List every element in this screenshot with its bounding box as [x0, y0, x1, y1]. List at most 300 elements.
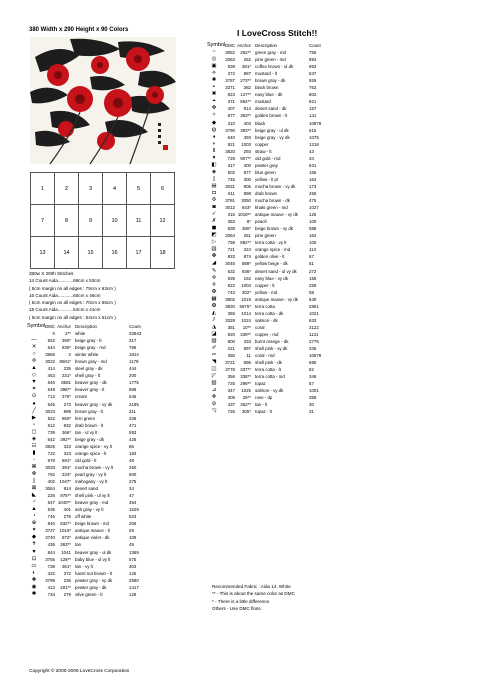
legend-count: 802 — [309, 92, 317, 98]
legend-row — [207, 380, 331, 387]
legend-dmc: 739 — [47, 429, 55, 435]
legend-anchor: 380* — [241, 226, 251, 232]
legend-anchor: 832 — [63, 422, 71, 428]
legend-dmc: 3052 — [225, 50, 235, 56]
legend-count: 100 — [309, 240, 317, 246]
legend-count: 43 — [309, 148, 314, 154]
legend-anchor: 1047* — [59, 479, 71, 485]
legend-anchor: 338** — [240, 374, 251, 380]
legend-count: 336 — [129, 415, 137, 421]
legend-count: 1075 — [309, 134, 319, 140]
legend-dmc: 522 — [47, 415, 55, 421]
legend-dmc: 3740 — [45, 535, 55, 541]
legend-anchor: 874 — [243, 254, 251, 260]
legend-row — [207, 141, 331, 148]
legend-symbol: ◹ — [211, 408, 217, 415]
grid-cell: 12 — [151, 205, 175, 237]
legend-description: beige gray - vy dk — [255, 134, 290, 140]
legend-dmc: 3033 — [45, 464, 55, 470]
legend-symbol: ♂ — [31, 499, 37, 506]
legend-count: 2590 — [129, 577, 139, 583]
legend-count: 345 — [309, 346, 317, 352]
legend-dmc: 729 — [227, 155, 235, 161]
grid-cell: 11 — [127, 205, 151, 237]
legend-count: 600 — [129, 471, 137, 477]
legend-anchor: 8581* — [59, 359, 71, 365]
legend-symbol: ✖ — [211, 91, 217, 98]
legend-symbol: ☷ — [31, 442, 37, 449]
legend-row — [27, 436, 151, 443]
legend-anchor: 897 — [243, 346, 251, 352]
legend-description: mustard — [255, 99, 271, 105]
legend-count: 82 — [309, 367, 314, 373]
legend-row — [207, 197, 331, 204]
legend-symbol: ✙ — [211, 394, 217, 401]
legend-dmc: 372 — [227, 71, 235, 77]
legend-symbol: ⟡ — [212, 70, 216, 77]
grid-cell: 3 — [79, 173, 103, 205]
legend-description: peach — [255, 219, 267, 225]
legend-anchor: 1024 — [241, 317, 251, 323]
grid-cell: 16 — [103, 237, 127, 269]
legend-row — [207, 84, 331, 91]
legend-count: 3122 — [309, 324, 319, 330]
legend-anchor: 273** — [240, 78, 251, 84]
legend-anchor: 398** — [60, 387, 71, 393]
legend-dmc: 3781 — [225, 198, 235, 204]
legend-row — [27, 457, 151, 464]
legend-count: 588 — [309, 226, 317, 232]
legend-anchor: 888* — [241, 261, 251, 267]
legend-description: beige brown - md — [75, 521, 109, 527]
legend-row — [27, 401, 151, 408]
size-line: 380w X 290h Stitches — [29, 271, 74, 276]
legend-count: 47 — [129, 493, 134, 499]
legend-description: mustard - lt — [255, 71, 277, 77]
legend-dmc: 712 — [47, 394, 55, 400]
legend-dmc: 3045 — [225, 261, 235, 267]
legend-dmc: 3721 — [225, 360, 235, 366]
legend-dmc: 822 — [47, 338, 55, 344]
legend-description: pine green - md — [255, 57, 286, 63]
pattern-dimensions: 380 Width x 290 Height x 90 Colors — [29, 27, 129, 33]
legend-symbol: ⫽ — [212, 316, 216, 323]
legend-description: beige gray - lt — [75, 338, 102, 344]
legend-description: mahogany - vy lt — [75, 479, 108, 485]
grid-cell: 15 — [79, 237, 103, 269]
legend-anchor: 275 — [63, 514, 71, 520]
legend-description: desert sand - ul vy dk — [255, 268, 297, 274]
legend-anchor: 298** — [240, 381, 251, 387]
legend-dmc: 3802 — [225, 296, 235, 302]
legend-row — [207, 310, 331, 317]
legend-symbol: ⊘ — [211, 401, 217, 408]
legend-count: 48 — [129, 457, 134, 463]
legend-anchor: 1014 — [241, 310, 251, 316]
grid-cell: 4 — [103, 173, 127, 205]
legend-description: terra cotta — [255, 303, 275, 309]
legend-row — [207, 162, 331, 169]
legend-count: 58 — [309, 289, 314, 295]
legend-description: beaver gray - lt — [75, 387, 105, 393]
note-line: Recommended Fabric : Aida 14, White — [212, 584, 291, 589]
legend-anchor: 403 — [243, 120, 251, 126]
legend-symbol: ◉ — [31, 583, 37, 590]
legend-count: 821 — [309, 99, 317, 105]
legend-count: 10878 — [309, 120, 322, 126]
legend-row — [207, 120, 331, 127]
legend-dmc: 645 — [47, 401, 55, 407]
legend-description: mocha brown - vy dk — [255, 183, 296, 189]
legend-anchor: 261 — [243, 233, 251, 239]
legend-symbol: ⍟ — [212, 281, 216, 288]
legend-symbol: ◍ — [211, 126, 217, 133]
legend-dmc: 347 — [227, 388, 235, 394]
legend-description: antique violet - dk — [75, 535, 110, 541]
legend-symbol: ◆ — [211, 119, 217, 126]
legend-anchor: 1019** — [237, 212, 251, 218]
legend-description: beige brown - vy dk — [255, 226, 294, 232]
legend-count: 31 — [309, 409, 314, 415]
legend-symbol: ╱ — [32, 407, 36, 414]
legend-symbol: Ⅱ — [212, 147, 216, 154]
legend-count: 10579 — [309, 353, 322, 359]
legend-count: 953 — [309, 64, 317, 70]
legend-dmc: 647 — [47, 500, 55, 506]
legend-symbol: ◙ — [212, 204, 216, 211]
legend-count: 1369 — [129, 549, 139, 555]
legend-symbol: ◸ — [211, 373, 217, 380]
legend-anchor: 899 — [63, 408, 71, 414]
legend-row — [207, 63, 331, 70]
legend-dmc: 725 — [227, 381, 235, 387]
legend-count: 1179 — [129, 359, 139, 365]
legend-symbol: ▪ — [213, 84, 215, 91]
legend-count: 346 — [309, 374, 317, 380]
legend-description: tan - lt — [255, 402, 268, 408]
legend-row — [207, 387, 331, 394]
legend-row — [207, 366, 331, 373]
legend-count: 260 — [129, 464, 137, 470]
legend-dmc: 3364 — [225, 233, 235, 239]
grid-row — [31, 237, 175, 269]
legend-description: mocha brown - vy lt — [75, 464, 114, 470]
legend-count: 523 — [129, 514, 137, 520]
legend-anchor: 337** — [240, 367, 251, 373]
legend-count: 2891 — [309, 303, 319, 309]
legend-count: 454 — [129, 500, 137, 506]
legend-anchor: 235 — [63, 366, 71, 372]
legend-count: 1021 — [309, 310, 319, 316]
legend-row — [27, 337, 151, 344]
legend-count: 2775 — [309, 338, 319, 344]
legend-count: 126 — [129, 570, 137, 576]
legend-row — [27, 591, 151, 598]
legend-row — [207, 134, 331, 141]
legend-dmc: 722 — [47, 450, 55, 456]
legend-row — [207, 49, 331, 56]
legend-count: 1417 — [129, 584, 139, 590]
legend-count: 1131 — [309, 331, 319, 337]
legend-dmc: 502 — [227, 169, 235, 175]
note-line: Others - Use DMC floss. — [212, 605, 262, 611]
legend-dmc: 535 — [47, 507, 55, 513]
legend-symbol: ▦ — [211, 295, 217, 302]
legend-anchor: 3050 — [241, 198, 251, 204]
legend-description: brown gray - lt — [75, 408, 103, 414]
legend-symbol: ◔ — [32, 513, 36, 520]
legend-anchor: 231* — [61, 373, 71, 379]
legend-row — [207, 98, 331, 105]
legend-symbol: ▥ — [211, 246, 217, 253]
legend-symbol: ✧ — [211, 112, 217, 119]
grid-cell: 17 — [127, 237, 151, 269]
legend-anchor: 382 — [243, 85, 251, 91]
legend-symbol: ◪ — [211, 330, 217, 337]
legend-description: mocha brown - dk — [255, 198, 290, 204]
legend-symbol: ▯ — [212, 175, 216, 182]
legend-anchor: 372 — [63, 570, 71, 576]
legend-dmc: 640 — [227, 134, 235, 140]
legend-count: 786 — [129, 345, 137, 351]
legend-dmc: 3865 — [45, 352, 55, 358]
legend-dmc: 350 — [227, 353, 235, 359]
legend-anchor: 305* — [241, 409, 251, 415]
legend-symbol: ✐ — [211, 345, 217, 352]
legend-symbol: ▾ — [212, 154, 216, 161]
legend-description: coral - md — [255, 353, 275, 359]
legend-symbol: ▭ — [31, 562, 37, 569]
legend-anchor: 882** — [240, 240, 251, 246]
legend-row — [207, 352, 331, 359]
legend-row — [27, 358, 151, 365]
legend-anchor: 302* — [241, 289, 251, 295]
legend-row — [207, 91, 331, 98]
legend-description: yellow - lt pl — [255, 176, 278, 182]
legend-dmc: 225 — [47, 493, 55, 499]
legend-dmc: 437 — [227, 402, 235, 408]
grid-cell: 1 — [31, 173, 55, 205]
legend-description: terra cotta - dk — [255, 310, 284, 316]
legend-dmc: 315 — [227, 212, 235, 218]
legend-row — [27, 415, 151, 422]
legend-anchor: 898 — [243, 190, 251, 196]
legend-row — [27, 471, 151, 478]
legend-dmc: 3825 — [45, 443, 55, 449]
legend-description: khaki green - md — [255, 205, 288, 211]
grid-row — [31, 173, 175, 205]
grid-cell: 2 — [55, 173, 79, 205]
legend-symbol: ◢ — [211, 260, 217, 267]
legend-dmc: 3363 — [225, 57, 235, 63]
legend-count: 593 — [129, 429, 137, 435]
legend-symbol: ◘ — [212, 189, 216, 196]
legend-dmc: 3727 — [45, 528, 55, 534]
legend-row — [207, 289, 331, 296]
legend-dmc: 844 — [47, 549, 55, 555]
legend-row — [27, 408, 151, 415]
legend-description: olive green - lt — [75, 591, 103, 597]
legend-anchor: 29** — [242, 395, 251, 401]
legend-row — [27, 351, 151, 358]
legend-symbol: ✚ — [31, 576, 37, 583]
legend-dmc: 3022 — [45, 359, 55, 365]
legend-dmc: 355 — [227, 310, 235, 316]
legend-row — [207, 324, 331, 331]
legend-dmc: 762 — [47, 471, 55, 477]
legend-count: 100 — [309, 219, 317, 225]
legend-row — [27, 541, 151, 548]
legend-dmc: 3012 — [225, 205, 235, 211]
legend-description: navy blue - dk — [255, 92, 283, 98]
legend-dmc: 823 — [227, 92, 235, 98]
legend-symbol: ◕ — [212, 133, 216, 140]
legend-dmc: 3778 — [225, 367, 235, 373]
legend-row — [207, 260, 331, 267]
legend-dmc: 648 — [47, 387, 55, 393]
legend-count: 29 — [129, 528, 134, 534]
legend-symbol-header: Symbol — [207, 42, 226, 48]
grid-cell: 14 — [55, 237, 79, 269]
legend-symbol: ✣ — [211, 197, 217, 204]
legend-symbol: ◣ — [31, 492, 37, 499]
legend-anchor: 128** — [60, 556, 71, 562]
legend-count: 640 — [309, 296, 317, 302]
legend-description-header: Description — [255, 43, 277, 48]
legend-row — [27, 513, 151, 520]
legend-anchor: 127** — [240, 92, 251, 98]
legend-right — [207, 42, 331, 415]
legend-description: topaz - lt — [255, 409, 272, 415]
legend-row — [27, 330, 151, 337]
legend-description: pine green — [255, 233, 276, 239]
legend-row — [207, 317, 331, 324]
legend-count: 444 — [129, 366, 137, 372]
legend-anchor: 324 — [243, 247, 251, 253]
legend-description: beige gray - md — [75, 345, 106, 351]
legend-symbol: ▫ — [33, 421, 35, 428]
legend-count: 1775 — [129, 380, 139, 386]
legend-anchor: 393** — [240, 127, 251, 133]
legend-anchor: 333 — [243, 338, 251, 344]
legend-description: shell pink - ul vy lt — [75, 493, 110, 499]
legend-dmc: 726 — [227, 409, 235, 415]
legend-row — [27, 372, 151, 379]
legend-anchor: 273 — [63, 401, 71, 407]
legend-description: burnt orange - dk — [255, 338, 289, 344]
legend-anchor-header: Anchor — [237, 43, 251, 48]
legend-header-row — [27, 323, 151, 330]
legend-count: 30 — [309, 402, 314, 408]
legend-symbol: ▤ — [211, 182, 217, 189]
legend-row — [207, 394, 331, 401]
legend-count: 49 — [129, 542, 134, 548]
grid-cell: 5 — [127, 173, 151, 205]
legend-description: golden brown - lt — [255, 113, 288, 119]
legend-anchor: 872* — [61, 535, 71, 541]
legend-description: beaver gray - vy dk — [75, 401, 113, 407]
legend-symbol: ✓ — [211, 211, 217, 218]
legend-anchor: 896 — [243, 360, 251, 366]
legend-dmc: 3023 — [45, 408, 55, 414]
legend-anchor: 830* — [61, 345, 71, 351]
legend-anchor: 10** — [242, 324, 251, 330]
legend-anchor: 905 — [243, 183, 251, 189]
legend-row — [27, 492, 151, 499]
legend-row — [207, 239, 331, 246]
legend-symbol: ▨ — [211, 380, 217, 387]
legend-anchor: 887 — [243, 71, 251, 77]
legend-row — [27, 563, 151, 570]
legend-anchor: 262 — [243, 57, 251, 63]
legend-row — [27, 499, 151, 506]
legend-count: 126 — [309, 212, 317, 218]
legend-count: 1027 — [309, 205, 319, 211]
legend-row — [27, 527, 151, 534]
legend-anchor: 262** — [240, 50, 251, 56]
legend-count: 259 — [309, 282, 317, 288]
legend-count: 631 — [309, 162, 317, 168]
legend-count: 162 — [309, 233, 317, 239]
legend-symbol: — — [31, 337, 37, 344]
legend-count: 275 — [129, 479, 137, 485]
note-line: * - There is a little difference. — [212, 598, 271, 604]
legend-anchor: 381* — [241, 64, 251, 70]
legend-row — [207, 148, 331, 155]
legend-count: 200 — [129, 373, 137, 379]
floral-thumbnail-icon — [30, 37, 176, 164]
legend-dmc: 317 — [227, 162, 235, 168]
legend-anchor: 975** — [60, 493, 71, 499]
legend-symbol: ⊙ — [31, 393, 37, 400]
legend-description: pewter gray — [255, 162, 278, 168]
legend-row — [207, 204, 331, 211]
legend-dmc: 642 — [47, 436, 55, 442]
legend-symbol: ✺ — [211, 77, 217, 84]
legend-description: navy blue - vy dk — [255, 275, 288, 281]
legend-description-header: Description — [75, 324, 97, 329]
legend-count: 155 — [309, 275, 317, 281]
legend-row — [207, 112, 331, 119]
legend-description: antique mauve - lt — [75, 528, 110, 534]
legend-anchor: 363** — [240, 113, 251, 119]
legend-anchor: 276* — [61, 394, 71, 400]
legend-symbol: ▲ — [31, 506, 37, 513]
legend-anchor: 1041 — [61, 549, 71, 555]
legend-anchor-header: Anchor — [57, 324, 71, 329]
legend-row — [27, 577, 151, 584]
size-line: ( 5cm margin on all edges : 64cm x 51cm ) — [29, 314, 116, 320]
legend-anchor: 236 — [63, 577, 71, 583]
legend-dmc: 3799 — [45, 577, 55, 583]
legend-symbol: ◇ — [31, 372, 37, 379]
legend-count: 471 — [129, 422, 137, 428]
legend-dmc: 3371 — [225, 85, 235, 91]
legend-dmc: 632 — [227, 268, 235, 274]
legend-count: 173 — [309, 183, 317, 189]
legend-symbol: ▲ — [31, 365, 37, 372]
legend-symbol: ▶ — [31, 414, 37, 421]
legend-dmc-header: DMC — [45, 324, 55, 329]
grid-cell: 10 — [103, 205, 127, 237]
legend-row — [27, 556, 151, 563]
legend-description: brown gray - md — [75, 359, 107, 365]
legend-symbol: ▯ — [32, 478, 36, 485]
legend-symbol: ◮ — [211, 323, 217, 330]
legend-dmc: 3830 — [225, 303, 235, 309]
legend-count: 1001 — [309, 388, 319, 394]
legend-dmc: 310 — [227, 120, 235, 126]
